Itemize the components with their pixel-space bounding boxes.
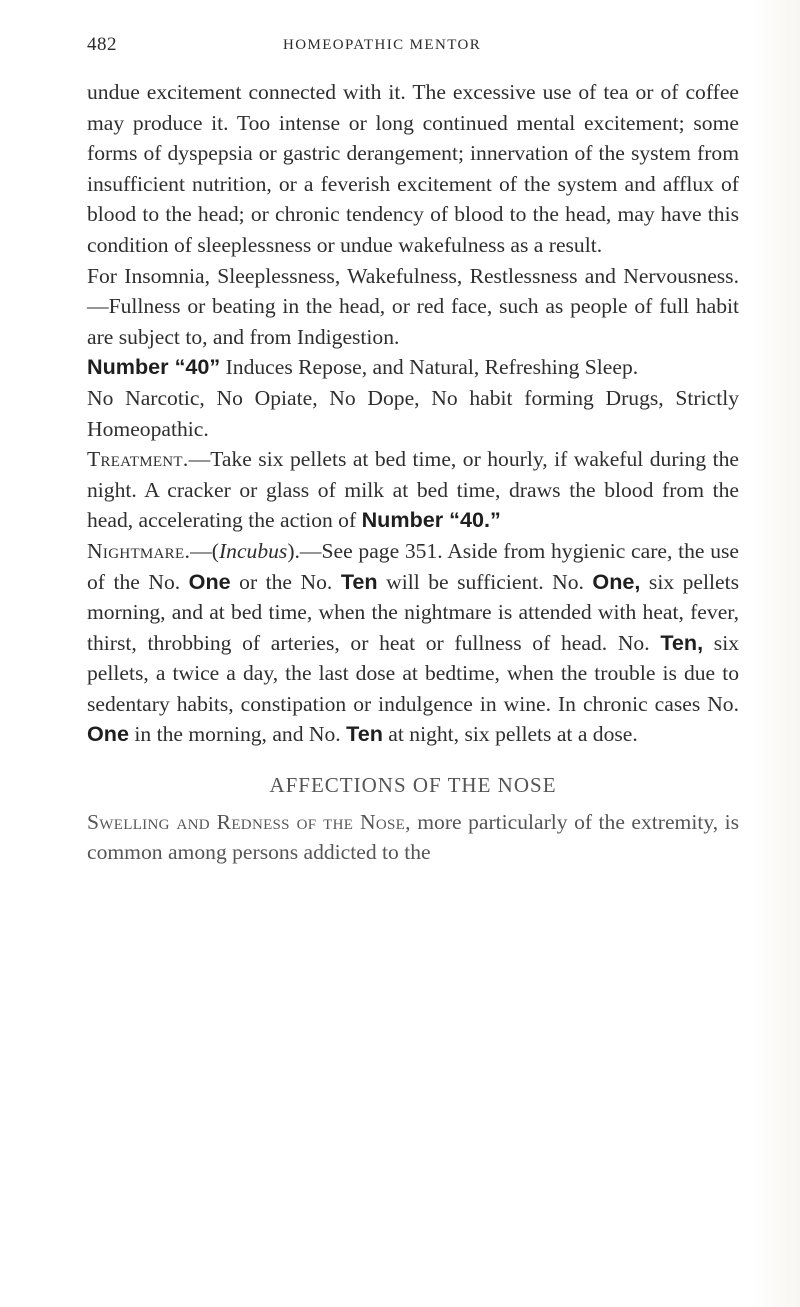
nightmare-t2: will be sufficient. No. — [377, 569, 593, 594]
nightmare-t3: six pellets morning, and at bed time, when the nightmare is attended with heat, fever, thirst, throbbing of arteries, or heat or fullness of head. No. — [87, 569, 739, 655]
paragraph-nightmare — [87, 536, 739, 750]
body-text — [87, 77, 739, 868]
remedy-one-ref: One — [87, 721, 129, 747]
remedy-one-ref: One — [188, 568, 231, 594]
remedy-ten-ref: Ten, — [660, 629, 704, 655]
nightmare-sep2: ).—See page 351. Aside from hygienic care, the use of the No. — [87, 538, 739, 594]
remedy-number-text: Induces Repose, and Natural, Refreshing Sleep. — [220, 355, 639, 380]
remedy-ten-ref: Ten — [340, 568, 378, 594]
remedy-ten-ref: Ten — [346, 721, 383, 747]
nightmare-t1: or the No. — [230, 569, 341, 594]
remedy-number-label: Number “40” — [87, 354, 221, 380]
section-heading: AFFECTIONS OF THE NOSE — [269, 773, 557, 798]
nightmare-label: Nightmare. — [87, 538, 191, 563]
nightmare-sep1: —( — [190, 538, 219, 563]
paragraph-causes: undue excitement connected with it. The excessive use of tea or of coffee may produce it. Too intense or long continued mental excitement; some forms of dyspepsia or gastric derangement; innervation of the system from insufficient nutrition, or a feverish excitement of the system and afflux of blood to the head; or chronic tendency of blood to the head, may have this condition of sleeplessness or undue wakefulness as a result. — [87, 80, 739, 257]
page-header — [87, 34, 735, 64]
remedy-one-ref: One, — [592, 568, 641, 594]
nightmare-t4: six pellets, a twice a day, the last dose at bedtime, when the trouble is due to sedentary habits, constipation or indulgence in wine. In chronic cases No. — [87, 630, 739, 716]
paragraph-treatment — [87, 444, 739, 536]
paragraph-no-narcotic: No Narcotic, No Opiate, No Dope, No habit forming Drugs, Strictly Homeopathic. — [87, 385, 739, 441]
nightmare-t6: at night, six pellets at a dose. — [382, 722, 638, 747]
page-number: 482 — [87, 34, 117, 55]
nightmare-t5: in the morning, and No. — [129, 722, 347, 747]
running-head: HOMEOPATHIC MENTOR — [283, 37, 482, 53]
treatment-label: Treatment. — [87, 447, 189, 472]
paragraph-nose — [87, 807, 739, 868]
treatment-remedy-ref: Number “40.” — [361, 507, 501, 533]
nose-text: more particularly of the extremity, is common among persons addicted to the — [87, 809, 739, 865]
nightmare-latin: Incubus — [218, 538, 288, 563]
paragraph-indications: For Insomnia, Sleeplessness, Wakefulness, Restlessness and Nervousness.—Fullness or beating in the head, or red face, such as people of full habit are subject to, and from Indigestion. — [87, 263, 739, 349]
treatment-text: —Take six pellets at bed time, or hourly, if wakeful during the night. A cracker or glass of milk at bed time, draws the blood from the head, accelerating the action of — [87, 447, 739, 533]
paragraph-number-40 — [87, 352, 739, 383]
nose-label: Swelling and Redness of the Nose, — [87, 809, 411, 834]
